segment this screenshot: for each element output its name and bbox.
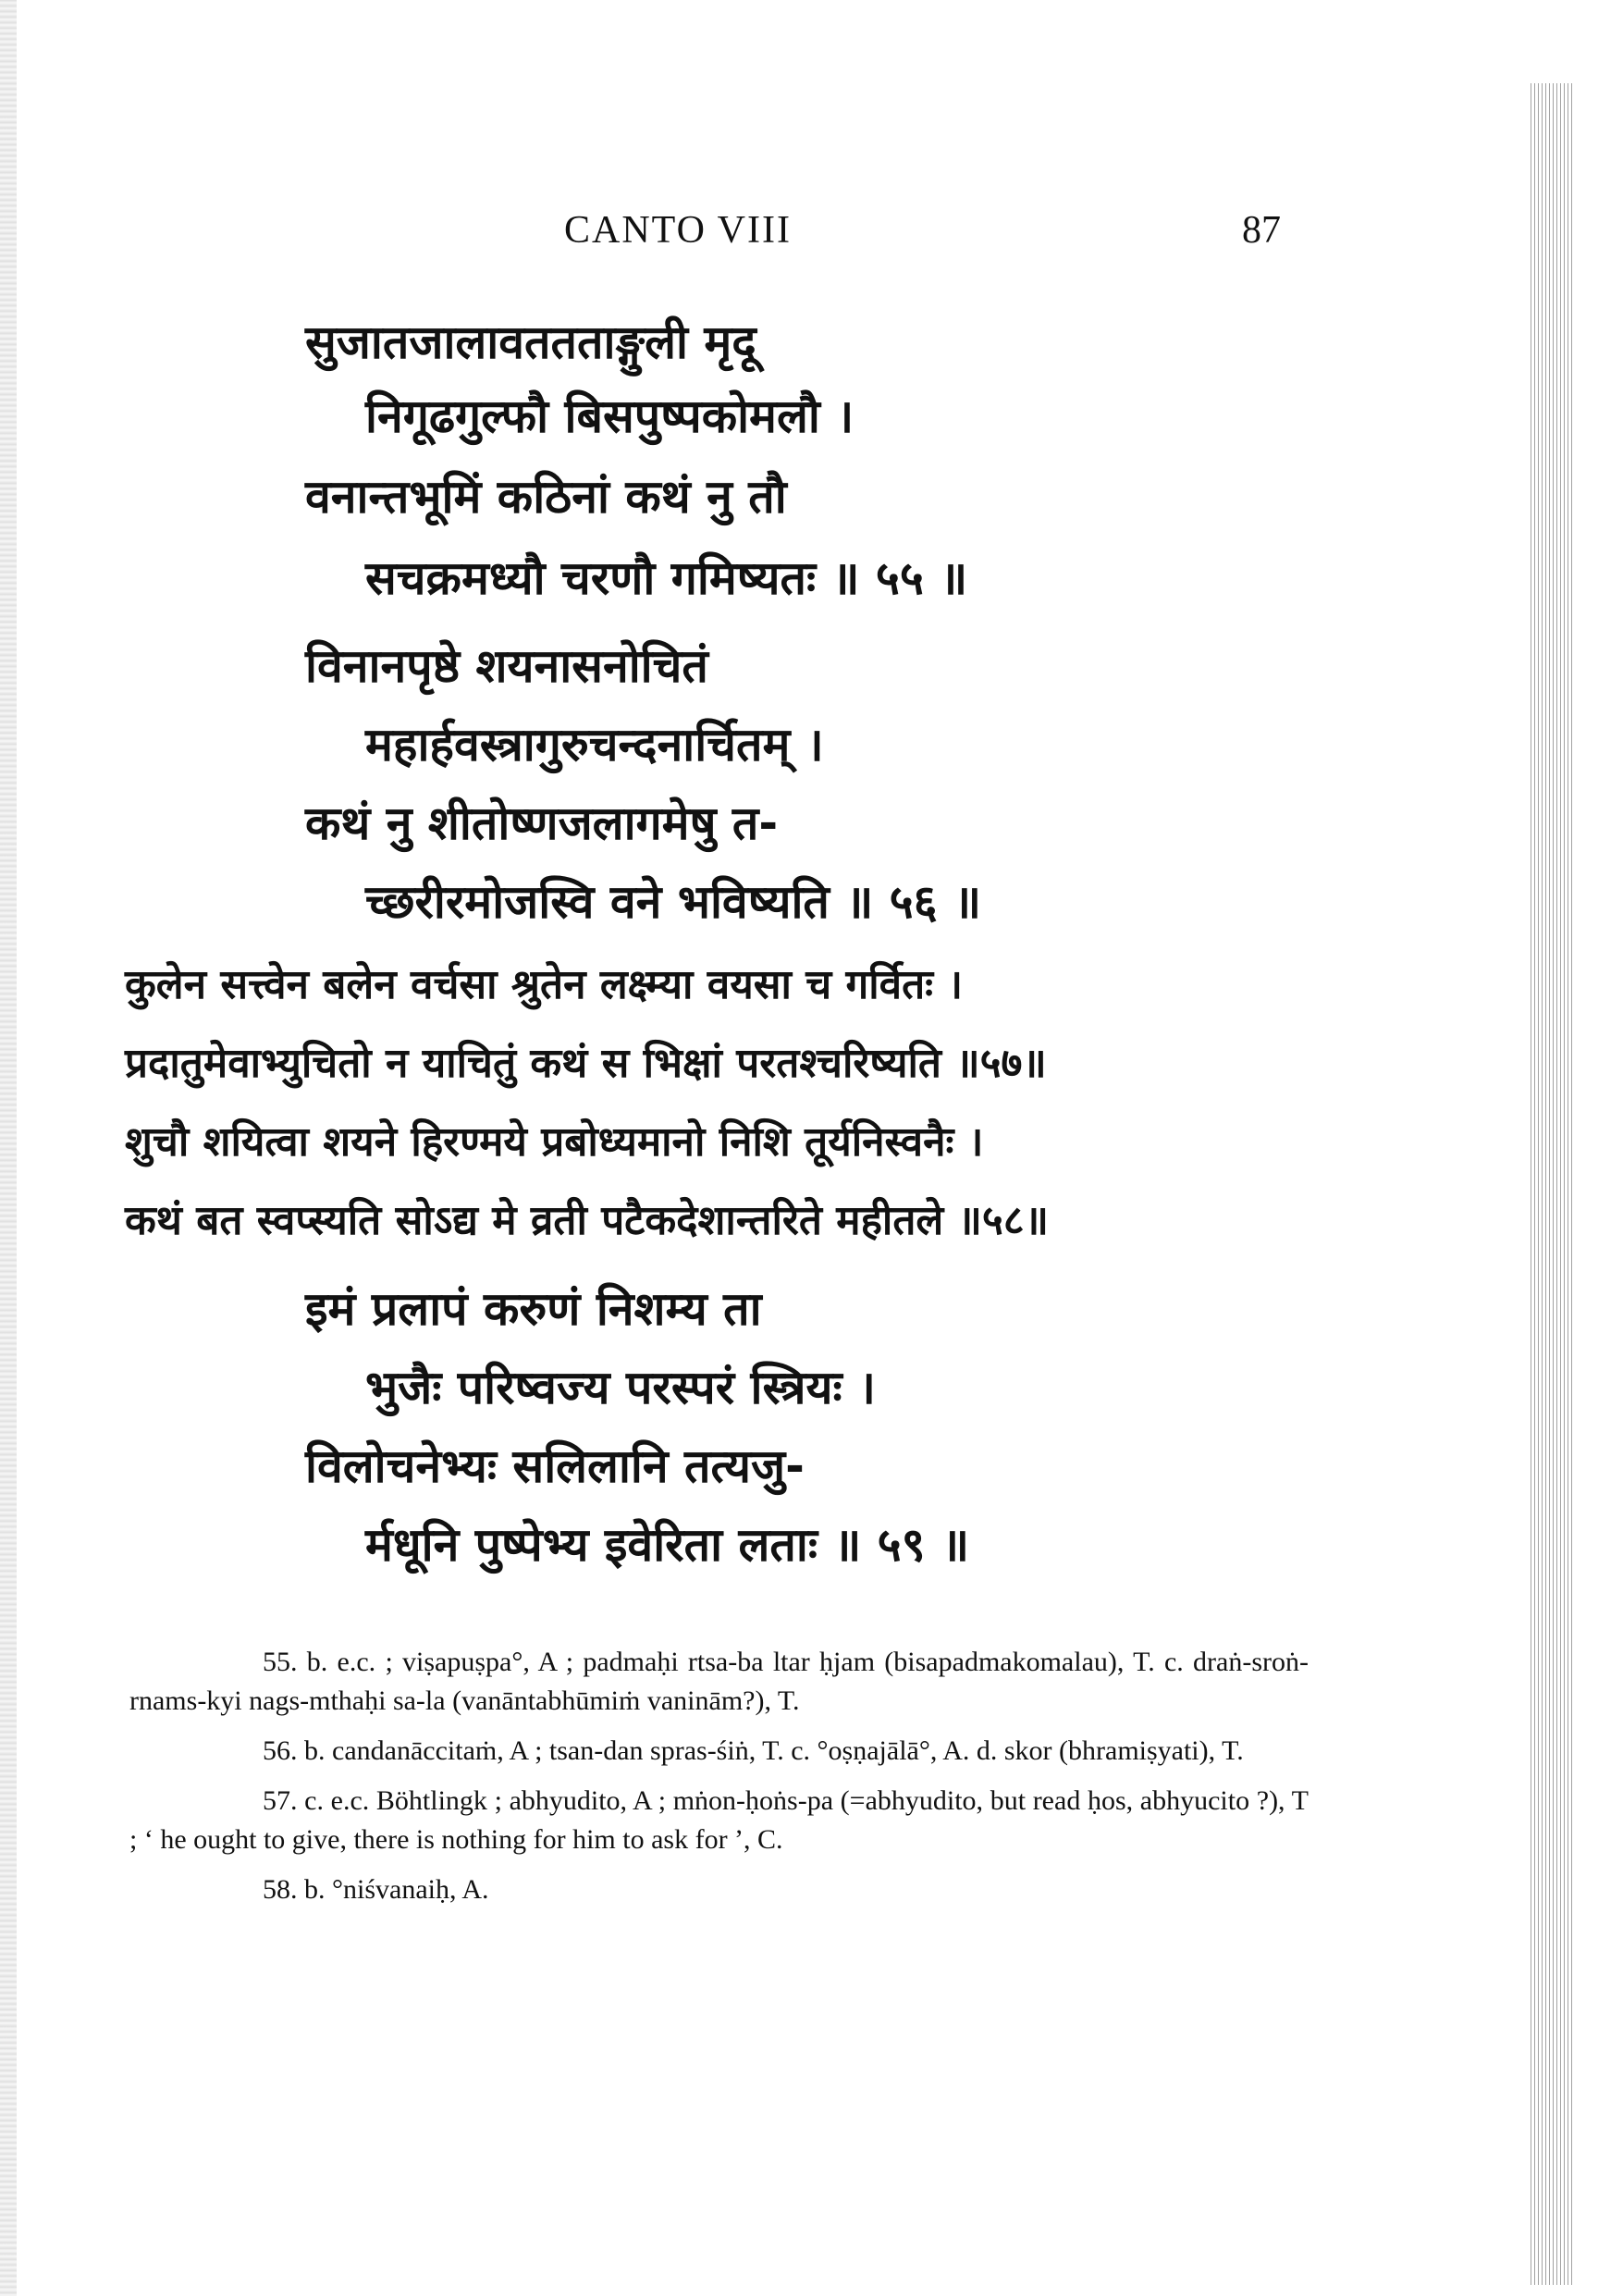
- verse-line: महार्हवस्त्रागुरुचन्दनार्चितम् ।: [365, 718, 824, 772]
- verse-line: भुजैः परिष्वज्य परस्परं स्त्रियः ।: [365, 1361, 876, 1414]
- verse-line: विनानपृष्ठे शयनासनोचितं: [305, 639, 708, 693]
- page-header: [0, 208, 1623, 264]
- note-text: b. °niśvanaiḥ, A.: [304, 1874, 489, 1905]
- verse-line: निगूढगुल्फौ बिसपुष्पकोमलौ ।: [365, 389, 855, 443]
- running-title: CANTO VIII: [564, 209, 792, 252]
- verse-line: च्छरीरमोजस्वि वने भविष्यति ॥ ५६ ॥: [365, 875, 982, 929]
- note-57: [129, 1782, 1309, 1859]
- right-page-edge: [1531, 83, 1572, 2285]
- verse-line: कुलेन सत्त्वेन बलेन वर्चसा श्रुतेन लक्ष्म्या वयसा च गर्वितः ।: [125, 961, 964, 1008]
- note-text: b. e.c. ; viṣapuṣpa°, A ; padmaḥi rtsa-ba ltar ḥjam (bisapadmakomalau), T. c. draṅ-sroṅ-rnams-kyi nags-mthaḥi sa-la (vanāntabhūmiṁ vaninām?), T.: [129, 1647, 1309, 1716]
- note-56: [129, 1732, 1309, 1771]
- verse-line: कथं नु शीतोष्णजलागमेषु त-: [305, 796, 779, 850]
- verse-line: वनान्तभूमिं कठिनां कथं नु तौ: [305, 470, 787, 524]
- verse-line: प्रदातुमेवाभ्युचितो न याचितुं कथं स भिक्षां परतश्चरिष्यति ॥५७॥: [125, 1040, 1047, 1087]
- page-number: 87: [1242, 209, 1281, 252]
- note-number: 57.: [263, 1785, 298, 1816]
- note-55: [129, 1643, 1309, 1721]
- verse-line: कथं बत स्वप्स्यति सोऽद्य मे व्रती पटैकदेशान्तरिते महीतले ॥५८॥: [125, 1197, 1050, 1244]
- verse-line: विलोचनेभ्यः सलिलानि तत्यजु-: [305, 1439, 805, 1493]
- left-page-edge: [0, 0, 17, 2296]
- note-number: 58.: [263, 1874, 298, 1905]
- critical-notes: [129, 1643, 1309, 1920]
- verse-line: सचक्रमध्यौ चरणौ गमिष्यतः ॥ ५५ ॥: [365, 551, 968, 605]
- verse-line: र्मधूनि पुष्पेभ्य इवेरिता लताः ॥ ५९ ॥: [365, 1518, 970, 1572]
- verse-line: इमं प्रलापं करुणं निशम्य ता: [305, 1282, 762, 1336]
- verse-line: सुजातजालावततताङ्गुली मृदू: [305, 315, 756, 369]
- note-number: 56.: [263, 1735, 298, 1766]
- note-text: b. candanāccitaṁ, A ; tsan-dan spras-śiṅ, T. c. °oṣṇajālā°, A. d. skor (bhramiṣyati), T.: [304, 1735, 1244, 1766]
- note-number: 55.: [263, 1647, 298, 1677]
- note-text: c. e.c. Böhtlingk ; abhyudito, A ; mṅon-ḥoṅs-pa (=abhyudito, but read ḥos, abhyucito ?), T ; ‘ he ought to give, there is nothing for him to ask for ’, C.: [129, 1785, 1309, 1855]
- note-58: [129, 1870, 1309, 1909]
- verse-line: शुचौ शयित्वा शयने हिरण्मये प्रबोध्यमानो निशि तूर्यनिस्वनैः ।: [125, 1118, 984, 1166]
